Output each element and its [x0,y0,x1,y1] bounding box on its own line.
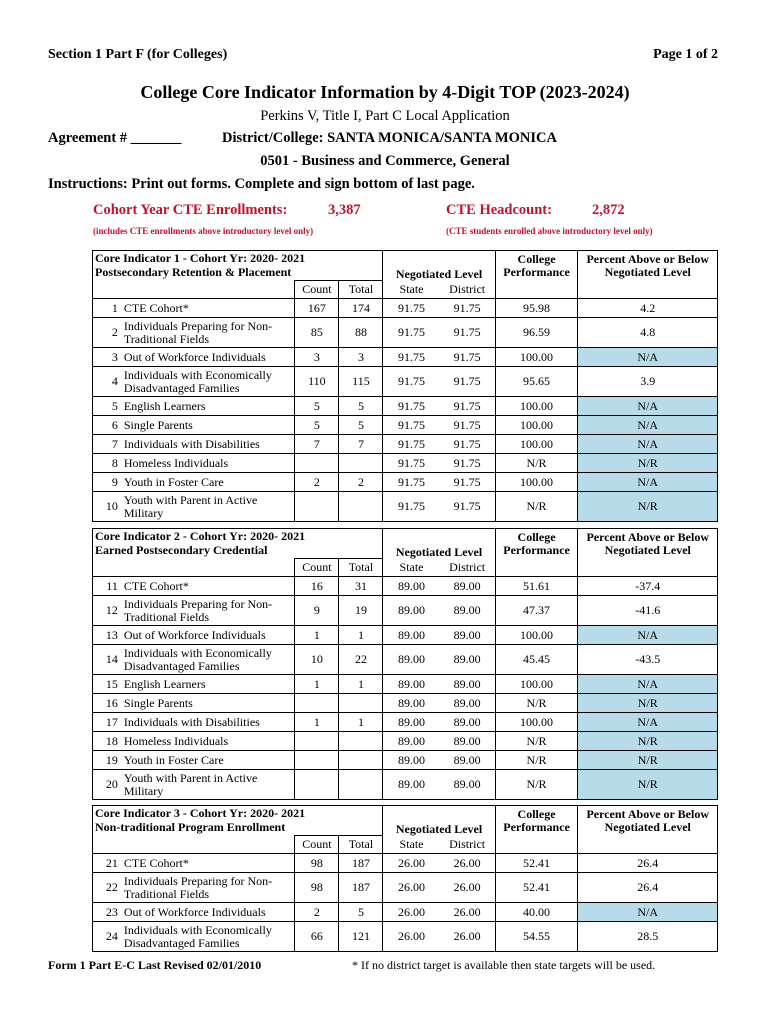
row-district-level: 89.00 [440,675,496,694]
table-row [93,577,718,596]
row-label: CTE Cohort* [122,299,295,318]
row-count [295,770,339,800]
row-state-level: 91.75 [383,299,440,318]
row-state-level: 89.00 [383,626,440,645]
row-count: 66 [295,922,339,952]
row-district-level: 89.00 [440,577,496,596]
row-percent-difference: 3.9 [578,367,718,397]
row-district-level: 91.75 [440,435,496,454]
headcount-note: (CTE students enrolled above introductory level only) [446,226,653,236]
row-label: Youth in Foster Care [122,751,295,770]
district-header: District [440,559,496,577]
row-label: Youth in Foster Care [122,473,295,492]
row-number: 10 [93,492,122,522]
row-district-level: 89.00 [440,770,496,800]
row-state-level: 89.00 [383,751,440,770]
row-percent-difference: 4.2 [578,299,718,318]
row-label: CTE Cohort* [122,577,295,596]
headcount-value: 2,872 [592,202,625,218]
row-percent-difference: N/A [578,903,718,922]
row-total [339,454,383,473]
row-count [295,751,339,770]
agreement-number: Agreement # _______ [48,130,182,146]
row-college-performance: N/R [495,732,578,751]
row-label: Youth with Parent in Active Military [122,492,295,522]
row-count [295,454,339,473]
row-college-performance: 45.45 [495,645,578,675]
row-number: 2 [93,318,122,348]
table-row [93,854,718,873]
row-college-performance: N/R [495,770,578,800]
college-performance-header: College Performance [495,251,578,281]
table-row [93,645,718,675]
row-district-level: 91.75 [440,473,496,492]
row-count: 9 [295,596,339,626]
row-district-level: 91.75 [440,299,496,318]
row-state-level: 91.75 [383,435,440,454]
row-college-performance: 51.61 [495,577,578,596]
total-header: Total [339,281,383,299]
row-percent-difference: N/R [578,770,718,800]
row-label: Out of Workforce Individuals [122,348,295,367]
table-row [93,454,718,473]
table-row [93,416,718,435]
row-percent-difference: 28.5 [578,922,718,952]
row-total: 5 [339,416,383,435]
row-district-level: 89.00 [440,694,496,713]
row-percent-difference: N/A [578,348,718,367]
row-state-level: 89.00 [383,713,440,732]
row-college-performance: 100.00 [495,397,578,416]
table-row [93,732,718,751]
row-number: 7 [93,435,122,454]
row-label: Individuals with Economically Disadvantaged Families [122,645,295,675]
row-state-level: 89.00 [383,645,440,675]
state-header: State [383,559,440,577]
row-percent-difference: N/A [578,473,718,492]
table-row [93,318,718,348]
college-performance-header: College Performance [495,806,578,836]
row-state-level: 91.75 [383,318,440,348]
row-count: 85 [295,318,339,348]
row-count: 1 [295,675,339,694]
row-count: 2 [295,473,339,492]
row-college-performance: 100.00 [495,626,578,645]
negotiated-level-header: Negotiated Level [383,806,495,836]
row-district-level: 89.00 [440,596,496,626]
row-total: 88 [339,318,383,348]
row-number: 23 [93,903,122,922]
row-district-level: 26.00 [440,903,496,922]
row-state-level: 26.00 [383,903,440,922]
instructions: Instructions: Print out forms. Complete and sign bottom of last page. [48,176,475,192]
core-indicator-1-table [92,250,718,522]
row-number: 14 [93,645,122,675]
page-number: Page 1 of 2 [653,47,718,62]
row-total: 19 [339,596,383,626]
row-number: 16 [93,694,122,713]
table-row [93,492,718,522]
row-total: 187 [339,873,383,903]
row-college-performance: 100.00 [495,416,578,435]
row-percent-difference: -43.5 [578,645,718,675]
row-percent-difference: N/R [578,694,718,713]
row-count [295,732,339,751]
row-district-level: 26.00 [440,854,496,873]
row-number: 8 [93,454,122,473]
row-label: English Learners [122,397,295,416]
table-row [93,713,718,732]
row-total: 174 [339,299,383,318]
row-percent-difference: -37.4 [578,577,718,596]
state-header: State [383,281,440,299]
row-label: Homeless Individuals [122,732,295,751]
row-total: 22 [339,645,383,675]
row-district-level: 91.75 [440,367,496,397]
row-count: 167 [295,299,339,318]
row-number: 4 [93,367,122,397]
table-row [93,770,718,800]
row-total: 3 [339,348,383,367]
row-number: 11 [93,577,122,596]
row-district-level: 91.75 [440,416,496,435]
row-state-level: 91.75 [383,367,440,397]
state-header: State [383,836,440,854]
count-header: Count [295,559,339,577]
row-college-performance: 95.98 [495,299,578,318]
row-state-level: 26.00 [383,854,440,873]
row-college-performance: 100.00 [495,713,578,732]
row-percent-difference: N/R [578,492,718,522]
row-district-level: 91.75 [440,318,496,348]
row-number: 19 [93,751,122,770]
row-percent-difference: N/A [578,435,718,454]
enrollments-note: (includes CTE enrollments above introductory level only) [93,226,314,236]
district-header: District [440,836,496,854]
row-label: Individuals Preparing for Non-Traditional Fields [122,596,295,626]
row-total: 187 [339,854,383,873]
row-college-performance: 100.00 [495,675,578,694]
indicator-subtitle: Earned Postsecondary Credential [93,544,383,559]
row-college-performance: 40.00 [495,903,578,922]
row-total: 115 [339,367,383,397]
row-label: Individuals Preparing for Non-Traditional Fields [122,873,295,903]
row-percent-difference: 4.8 [578,318,718,348]
row-state-level: 91.75 [383,492,440,522]
row-district-level: 89.00 [440,626,496,645]
row-district-level: 91.75 [440,348,496,367]
row-count [295,694,339,713]
row-count: 3 [295,348,339,367]
row-state-level: 91.75 [383,397,440,416]
row-label: CTE Cohort* [122,854,295,873]
row-percent-difference: N/A [578,416,718,435]
row-number: 17 [93,713,122,732]
row-state-level: 89.00 [383,770,440,800]
row-label: English Learners [122,675,295,694]
row-count: 5 [295,416,339,435]
table-row [93,694,718,713]
row-count: 7 [295,435,339,454]
row-number: 22 [93,873,122,903]
row-count: 98 [295,854,339,873]
row-district-level: 89.00 [440,751,496,770]
headcount-label: CTE Headcount: [446,202,552,218]
row-label: Individuals with Disabilities [122,713,295,732]
application-subtitle: Perkins V, Title I, Part C Local Application [260,108,510,124]
row-state-level: 89.00 [383,694,440,713]
row-state-level: 91.75 [383,416,440,435]
row-number: 15 [93,675,122,694]
row-total: 1 [339,713,383,732]
footnote: * If no district target is available then state targets will be used. [352,958,656,972]
row-count [295,492,339,522]
count-header: Count [295,836,339,854]
row-total: 5 [339,397,383,416]
row-percent-difference: N/R [578,732,718,751]
top-code: 0501 - Business and Commerce, General [260,153,510,169]
row-total: 5 [339,903,383,922]
table-row [93,873,718,903]
row-state-level: 89.00 [383,577,440,596]
row-count: 10 [295,645,339,675]
percent-above-below-header: Percent Above or Below Negotiated Level [578,806,718,836]
row-label: Individuals Preparing for Non-Traditional Fields [122,318,295,348]
row-label: Individuals with Economically Disadvantaged Families [122,922,295,952]
row-district-level: 89.00 [440,645,496,675]
negotiated-level-header: Negotiated Level [383,251,495,281]
row-college-performance: 100.00 [495,348,578,367]
row-college-performance: 100.00 [495,473,578,492]
row-percent-difference: 26.4 [578,873,718,903]
row-label: Single Parents [122,416,295,435]
row-count: 16 [295,577,339,596]
table-row [93,903,718,922]
count-header: Count [295,281,339,299]
indicator-title: Core Indicator 2 - Cohort Yr: 2020- 2021 [93,529,383,544]
row-state-level: 89.00 [383,675,440,694]
row-number: 9 [93,473,122,492]
row-count: 2 [295,903,339,922]
table-row [93,299,718,318]
row-total [339,694,383,713]
row-total [339,492,383,522]
row-total [339,732,383,751]
total-header: Total [339,559,383,577]
row-number: 24 [93,922,122,952]
table-row [93,348,718,367]
section-label: Section 1 Part F (for Colleges) [48,47,228,62]
row-state-level: 26.00 [383,922,440,952]
row-percent-difference: N/A [578,397,718,416]
row-number: 5 [93,397,122,416]
row-total [339,770,383,800]
row-percent-difference: 26.4 [578,854,718,873]
row-college-performance: N/R [495,492,578,522]
row-college-performance: 54.55 [495,922,578,952]
row-college-performance: N/R [495,694,578,713]
row-district-level: 91.75 [440,454,496,473]
row-district-level: 89.00 [440,713,496,732]
row-college-performance: 96.59 [495,318,578,348]
row-count: 98 [295,873,339,903]
core-indicator-3-table [92,805,718,952]
row-count: 5 [295,397,339,416]
row-college-performance: 100.00 [495,435,578,454]
row-percent-difference: -41.6 [578,596,718,626]
row-college-performance: 52.41 [495,854,578,873]
table-row [93,473,718,492]
row-percent-difference: N/A [578,626,718,645]
row-label: Individuals with Economically Disadvantaged Families [122,367,295,397]
row-college-performance: 47.37 [495,596,578,626]
row-state-level: 89.00 [383,732,440,751]
row-district-level: 26.00 [440,873,496,903]
row-district-level: 91.75 [440,492,496,522]
district-header: District [440,281,496,299]
table-row [93,675,718,694]
table-row [93,922,718,952]
row-label: Homeless Individuals [122,454,295,473]
row-total: 1 [339,626,383,645]
row-state-level: 91.75 [383,473,440,492]
table-row [93,367,718,397]
row-label: Single Parents [122,694,295,713]
negotiated-level-header: Negotiated Level [383,529,495,559]
indicator-title: Core Indicator 1 - Cohort Yr: 2020- 2021 [93,251,383,266]
row-number: 21 [93,854,122,873]
indicator-subtitle: Non-traditional Program Enrollment [93,821,383,836]
row-label: Out of Workforce Individuals [122,626,295,645]
table-row [93,626,718,645]
row-number: 20 [93,770,122,800]
college-performance-header: College Performance [495,529,578,559]
row-district-level: 26.00 [440,922,496,952]
row-number: 1 [93,299,122,318]
row-total [339,751,383,770]
row-state-level: 91.75 [383,348,440,367]
row-count: 110 [295,367,339,397]
row-total: 2 [339,473,383,492]
row-label: Youth with Parent in Active Military [122,770,295,800]
row-college-performance: 95.65 [495,367,578,397]
row-college-performance: N/R [495,454,578,473]
row-total: 31 [339,577,383,596]
row-total: 1 [339,675,383,694]
form-revision: Form 1 Part E-C Last Revised 02/01/2010 [48,958,262,972]
enrollments-value: 3,387 [328,202,361,218]
row-percent-difference: N/A [578,675,718,694]
percent-above-below-header: Percent Above or Below Negotiated Level [578,529,718,559]
row-total: 121 [339,922,383,952]
row-college-performance: 52.41 [495,873,578,903]
row-label: Out of Workforce Individuals [122,903,295,922]
row-count: 1 [295,626,339,645]
table-row [93,596,718,626]
table-row [93,397,718,416]
row-percent-difference: N/R [578,751,718,770]
row-district-level: 89.00 [440,732,496,751]
enrollments-label: Cohort Year CTE Enrollments: [93,202,288,218]
row-number: 3 [93,348,122,367]
row-label: Individuals with Disabilities [122,435,295,454]
percent-above-below-header: Percent Above or Below Negotiated Level [578,251,718,281]
row-total: 7 [339,435,383,454]
row-college-performance: N/R [495,751,578,770]
indicator-subtitle: Postsecondary Retention & Placement [93,266,383,281]
row-percent-difference: N/A [578,713,718,732]
row-count: 1 [295,713,339,732]
row-state-level: 26.00 [383,873,440,903]
row-number: 13 [93,626,122,645]
row-number: 6 [93,416,122,435]
page-title: College Core Indicator Information by 4-Digit TOP (2023-2024) [140,82,630,102]
indicator-title: Core Indicator 3 - Cohort Yr: 2020- 2021 [93,806,383,821]
row-state-level: 91.75 [383,454,440,473]
total-header: Total [339,836,383,854]
table-row [93,435,718,454]
table-row [93,751,718,770]
row-percent-difference: N/R [578,454,718,473]
row-number: 18 [93,732,122,751]
district-college: District/College: SANTA MONICA/SANTA MONICA [222,130,557,146]
row-number: 12 [93,596,122,626]
row-district-level: 91.75 [440,397,496,416]
core-indicator-2-table [92,528,718,800]
row-state-level: 89.00 [383,596,440,626]
